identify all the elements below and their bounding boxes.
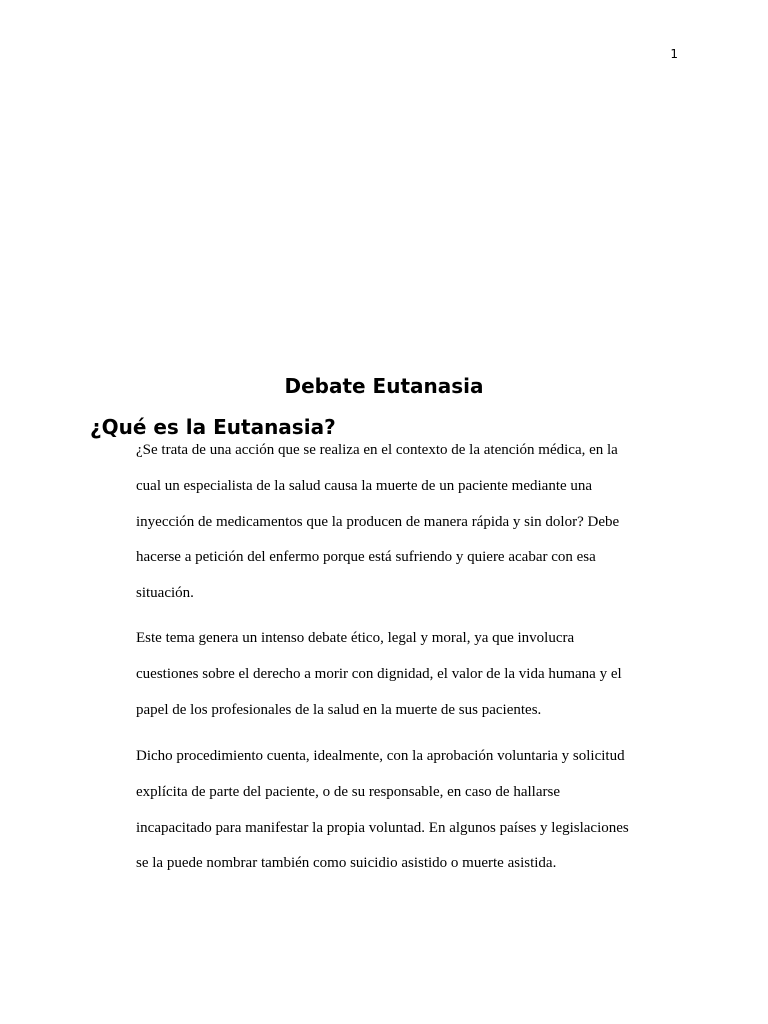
- page-number: 1: [670, 47, 678, 61]
- paragraph-line: se la puede nombrar también como suicidio asistido o muerte asistida.: [136, 855, 557, 872]
- paragraph-line: papel de los profesionales de la salud en la muerte de sus pacientes.: [136, 701, 542, 718]
- paragraph-debate: [136, 621, 656, 728]
- paragraph-line: Este tema genera un intenso debate ético, legal y moral, ya que involucra: [136, 630, 575, 646]
- document-title: Debate Eutanasia: [284, 374, 484, 398]
- paragraph-line: inyección de medicamentos que la producen de manera rápida y sin dolor? Debe: [136, 513, 620, 530]
- paragraph-line: cual un especialista de la salud causa la muerte de un paciente mediante una: [136, 477, 593, 494]
- paragraph-line: Dicho procedimiento cuenta, idealmente, con la aprobación voluntaria y solicitud: [136, 748, 625, 764]
- paragraph-line: ¿Se trata de una acción que se realiza en el contexto de la atención médica, en la: [136, 442, 618, 458]
- paragraph-procedure: [136, 739, 656, 882]
- paragraph-line: explícita de parte del paciente, o de su responsable, en caso de hallarse: [136, 783, 560, 800]
- paragraph-line: incapacitado para manifestar la propia voluntad. En algunos países y legislaciones: [136, 819, 629, 836]
- paragraph-line: situación.: [136, 585, 194, 601]
- section-heading: ¿Qué es la Eutanasia?: [90, 415, 336, 439]
- paragraph-definition: [136, 433, 656, 612]
- paragraph-line: cuestiones sobre el derecho a morir con dignidad, el valor de la vida humana y el: [136, 665, 622, 682]
- paragraph-line: hacerse a petición del enfermo porque está sufriendo y quiere acabar con esa: [136, 549, 596, 566]
